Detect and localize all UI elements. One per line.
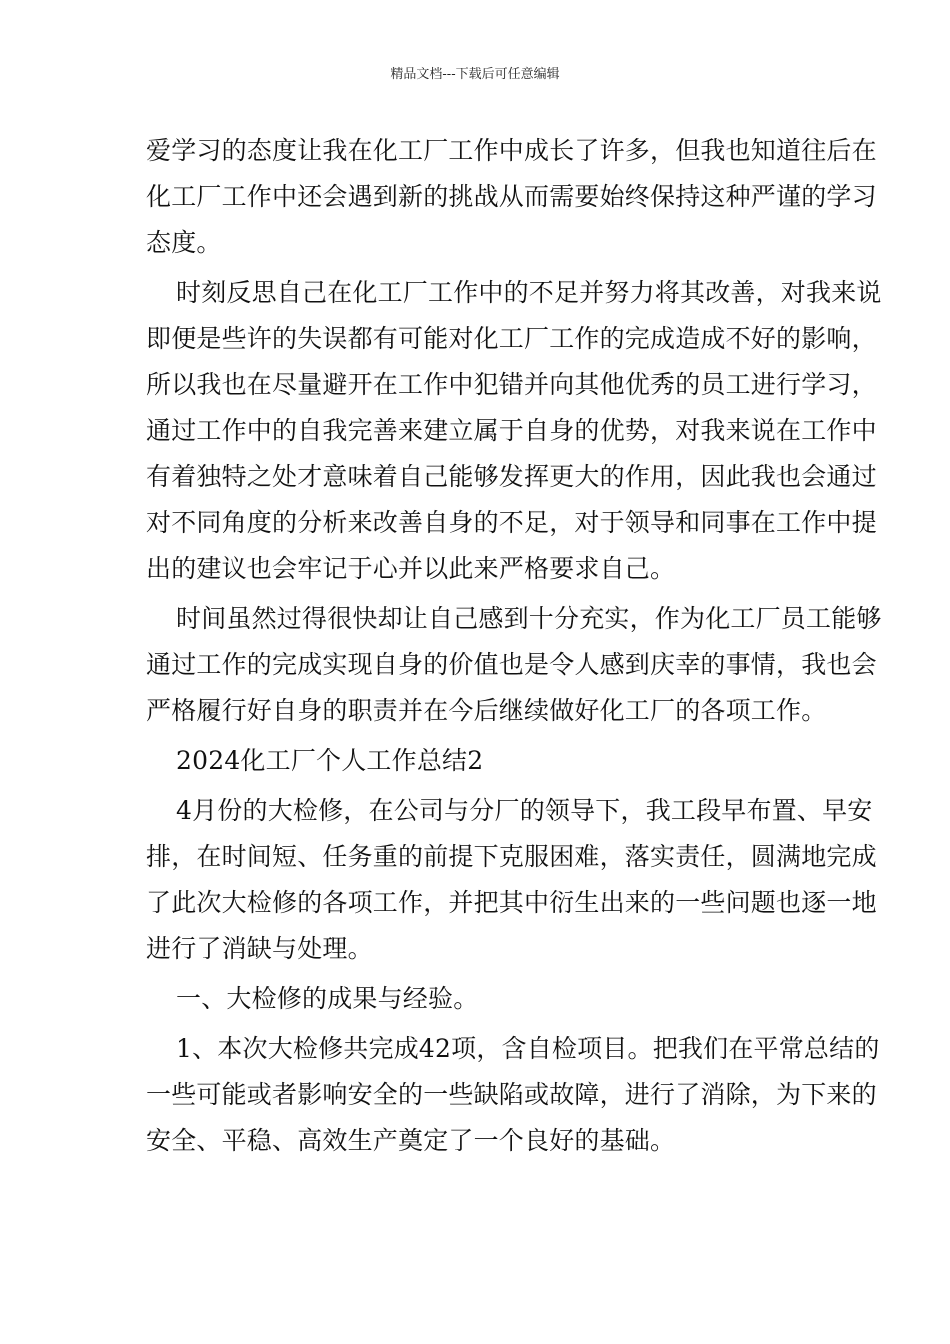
text-line: 时间虽然过得很快却让自己感到十分充实，作为化工厂员工能够 — [176, 604, 882, 633]
text-line: 1、本次大检修共完成42项，含自检项目。把我们在平常总结的 — [176, 1034, 880, 1063]
paragraph — [146, 128, 877, 266]
text-line: 所以我也在尽量避开在工作中犯错并向其他优秀的员工进行学习， — [146, 370, 877, 399]
text-line: 通过工作中的自我完善来建立属于自身的优势，对我来说在工作中 — [146, 416, 877, 445]
text-line: 出的建议也会牢记于心并以此来严格要求自己。 — [146, 554, 676, 583]
page-header: 精品文档---下载后可任意编辑 — [390, 67, 560, 82]
text-line: 化工厂工作中还会遇到新的挑战从而需要始终保持这种严谨的学习 — [146, 182, 877, 211]
text-line: 时刻反思自己在化工厂工作中的不足并努力将其改善，对我来说 — [176, 278, 882, 307]
text-line: 即便是些许的失误都有可能对化工厂工作的完成造成不好的影响， — [146, 324, 877, 353]
paragraph — [146, 270, 882, 592]
text-line: 4月份的大检修，在公司与分厂的领导下，我工段早布置、早安 — [176, 796, 873, 825]
section-heading: 2024化工厂个人工作总结2 — [176, 746, 484, 775]
text-line: 对不同角度的分析来改善自身的不足，对于领导和同事在工作中提 — [146, 508, 877, 537]
paragraph — [146, 596, 882, 734]
section-title — [146, 738, 808, 784]
text-line: 进行了消缺与处理。 — [146, 934, 373, 963]
paragraph — [146, 1026, 880, 1164]
subsection-heading: 一、大检修的成果与经验。 — [176, 984, 479, 1013]
text-line: 一些可能或者影响安全的一些缺陷或故障，进行了消除，为下来的 — [146, 1080, 877, 1109]
document-body — [146, 128, 882, 1164]
text-line: 通过工作的完成实现自身的价值也是令人感到庆幸的事情，我也会 — [146, 650, 877, 679]
text-line: 了此次大检修的各项工作，并把其中衍生出来的一些问题也逐一地 — [146, 888, 877, 917]
text-line: 严格履行好自身的职责并在今后继续做好化工厂的各项工作。 — [146, 696, 827, 725]
text-line: 爱学习的态度让我在化工厂工作中成长了许多，但我也知道往后在 — [146, 136, 877, 165]
text-line: 排，在时间短、任务重的前提下克服困难，落实责任，圆满地完成 — [146, 842, 877, 871]
text-line: 安全、平稳、高效生产奠定了一个良好的基础。 — [146, 1126, 676, 1155]
paragraph — [146, 788, 877, 972]
text-line: 态度。 — [146, 228, 222, 257]
text-line: 有着独特之处才意味着自己能够发挥更大的作用，因此我也会通过 — [146, 462, 877, 491]
subsection-title — [146, 976, 808, 1022]
